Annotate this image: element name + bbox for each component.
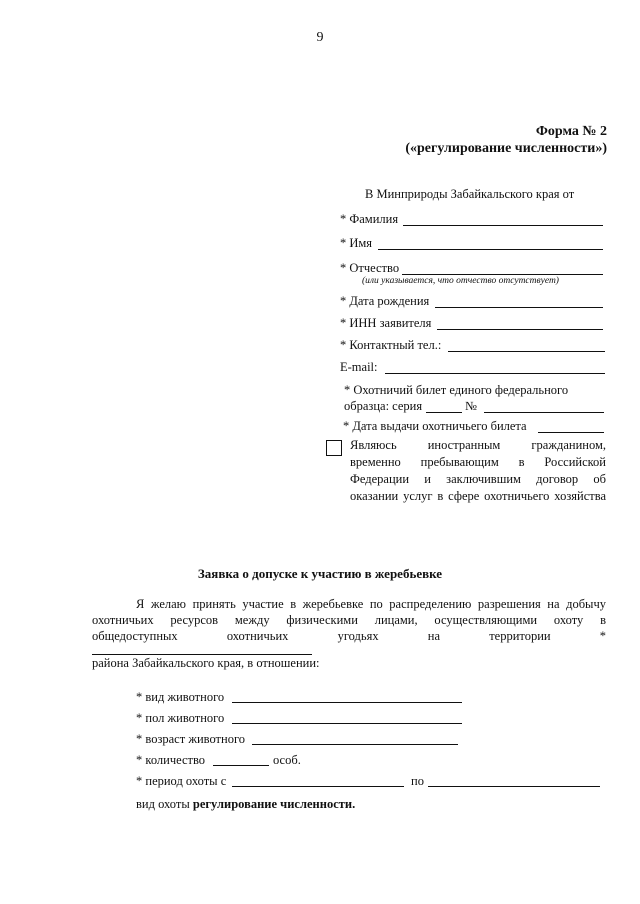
hunt-type-line: [136, 797, 355, 812]
email-label: E-mail:: [340, 360, 378, 374]
name-field[interactable]: [378, 249, 603, 250]
animal-age-label: * возраст животного: [136, 732, 246, 746]
form-title: Форма № 2: [535, 124, 607, 139]
name-label: * Имя: [340, 236, 373, 250]
ticket-number-label: №: [465, 399, 477, 413]
form-subtitle: («регулирование численности»): [405, 141, 607, 156]
ticket-series-label: образца: серия: [344, 399, 423, 413]
declaration-line: оказании услуг в сфере охотничьего хозяйства: [350, 489, 606, 503]
ticket-number-field[interactable]: [484, 412, 604, 413]
animal-sex-field[interactable]: [232, 723, 462, 724]
request-paragraph: [92, 596, 606, 644]
ticket-date-field[interactable]: [538, 432, 604, 433]
quantity-label: * количество: [136, 753, 206, 767]
inn-label: * ИНН заявителя: [340, 316, 432, 330]
hunt-type-label: вид охоты: [136, 797, 190, 811]
period-from-field[interactable]: [232, 786, 404, 787]
foreign-citizen-declaration: [350, 437, 606, 505]
ticket-label: * Охотничий билет единого федерального: [344, 383, 569, 397]
ticket-date-label: * Дата выдачи охотничьего билета: [343, 419, 527, 433]
patronymic-field[interactable]: [402, 274, 603, 275]
animal-type-label: * вид животного: [136, 690, 225, 704]
hunt-type-value: регулирование численности.: [192, 797, 356, 811]
patronymic-label: * Отчество: [340, 261, 400, 275]
paragraph-line: Я желаю принять участие в жеребьевке по распределению разрешения на добычу: [136, 597, 606, 611]
phone-field[interactable]: [448, 351, 605, 352]
page-number: 9: [316, 30, 324, 45]
declaration-line: временно пребывающим в Российской: [350, 455, 606, 469]
surname-label: * Фамилия: [340, 212, 399, 226]
period-to-label: по: [411, 774, 424, 788]
period-from-label: * период охоты с: [136, 774, 227, 788]
patronymic-note: (или указывается, что отчество отсутствует): [362, 276, 559, 286]
declaration-line: Федерации и заключившим договор об: [350, 472, 606, 486]
animal-sex-label: * пол животного: [136, 711, 225, 725]
paragraph-line: общедоступных охотничьих угодьях на территории *: [92, 629, 606, 643]
birth-date-label: * Дата рождения: [340, 294, 430, 308]
request-paragraph-end: района Забайкальского края, в отношении:: [92, 656, 320, 670]
paragraph-line: охотничьих ресурсов между физическими лицами, осуществляющими охоту в: [92, 613, 606, 627]
animal-age-field[interactable]: [252, 744, 458, 745]
quantity-field[interactable]: [213, 765, 269, 766]
request-title: Заявка о допуске к участию в жеребьевке: [197, 566, 443, 581]
phone-label: * Контактный тел.:: [340, 338, 442, 352]
ticket-series-field[interactable]: [426, 412, 462, 413]
foreign-citizen-checkbox[interactable]: [326, 440, 342, 456]
applicant-heading: В Минприроды Забайкальского края от: [365, 187, 575, 201]
birth-date-field[interactable]: [435, 307, 603, 308]
period-to-field[interactable]: [428, 786, 600, 787]
declaration-line: Являюсь иностранным гражданином,: [350, 438, 606, 452]
inn-field[interactable]: [437, 329, 603, 330]
animal-type-field[interactable]: [232, 702, 462, 703]
email-field[interactable]: [385, 373, 605, 374]
quantity-unit: особ.: [273, 753, 301, 767]
surname-field[interactable]: [403, 225, 603, 226]
territory-field[interactable]: [92, 654, 312, 655]
